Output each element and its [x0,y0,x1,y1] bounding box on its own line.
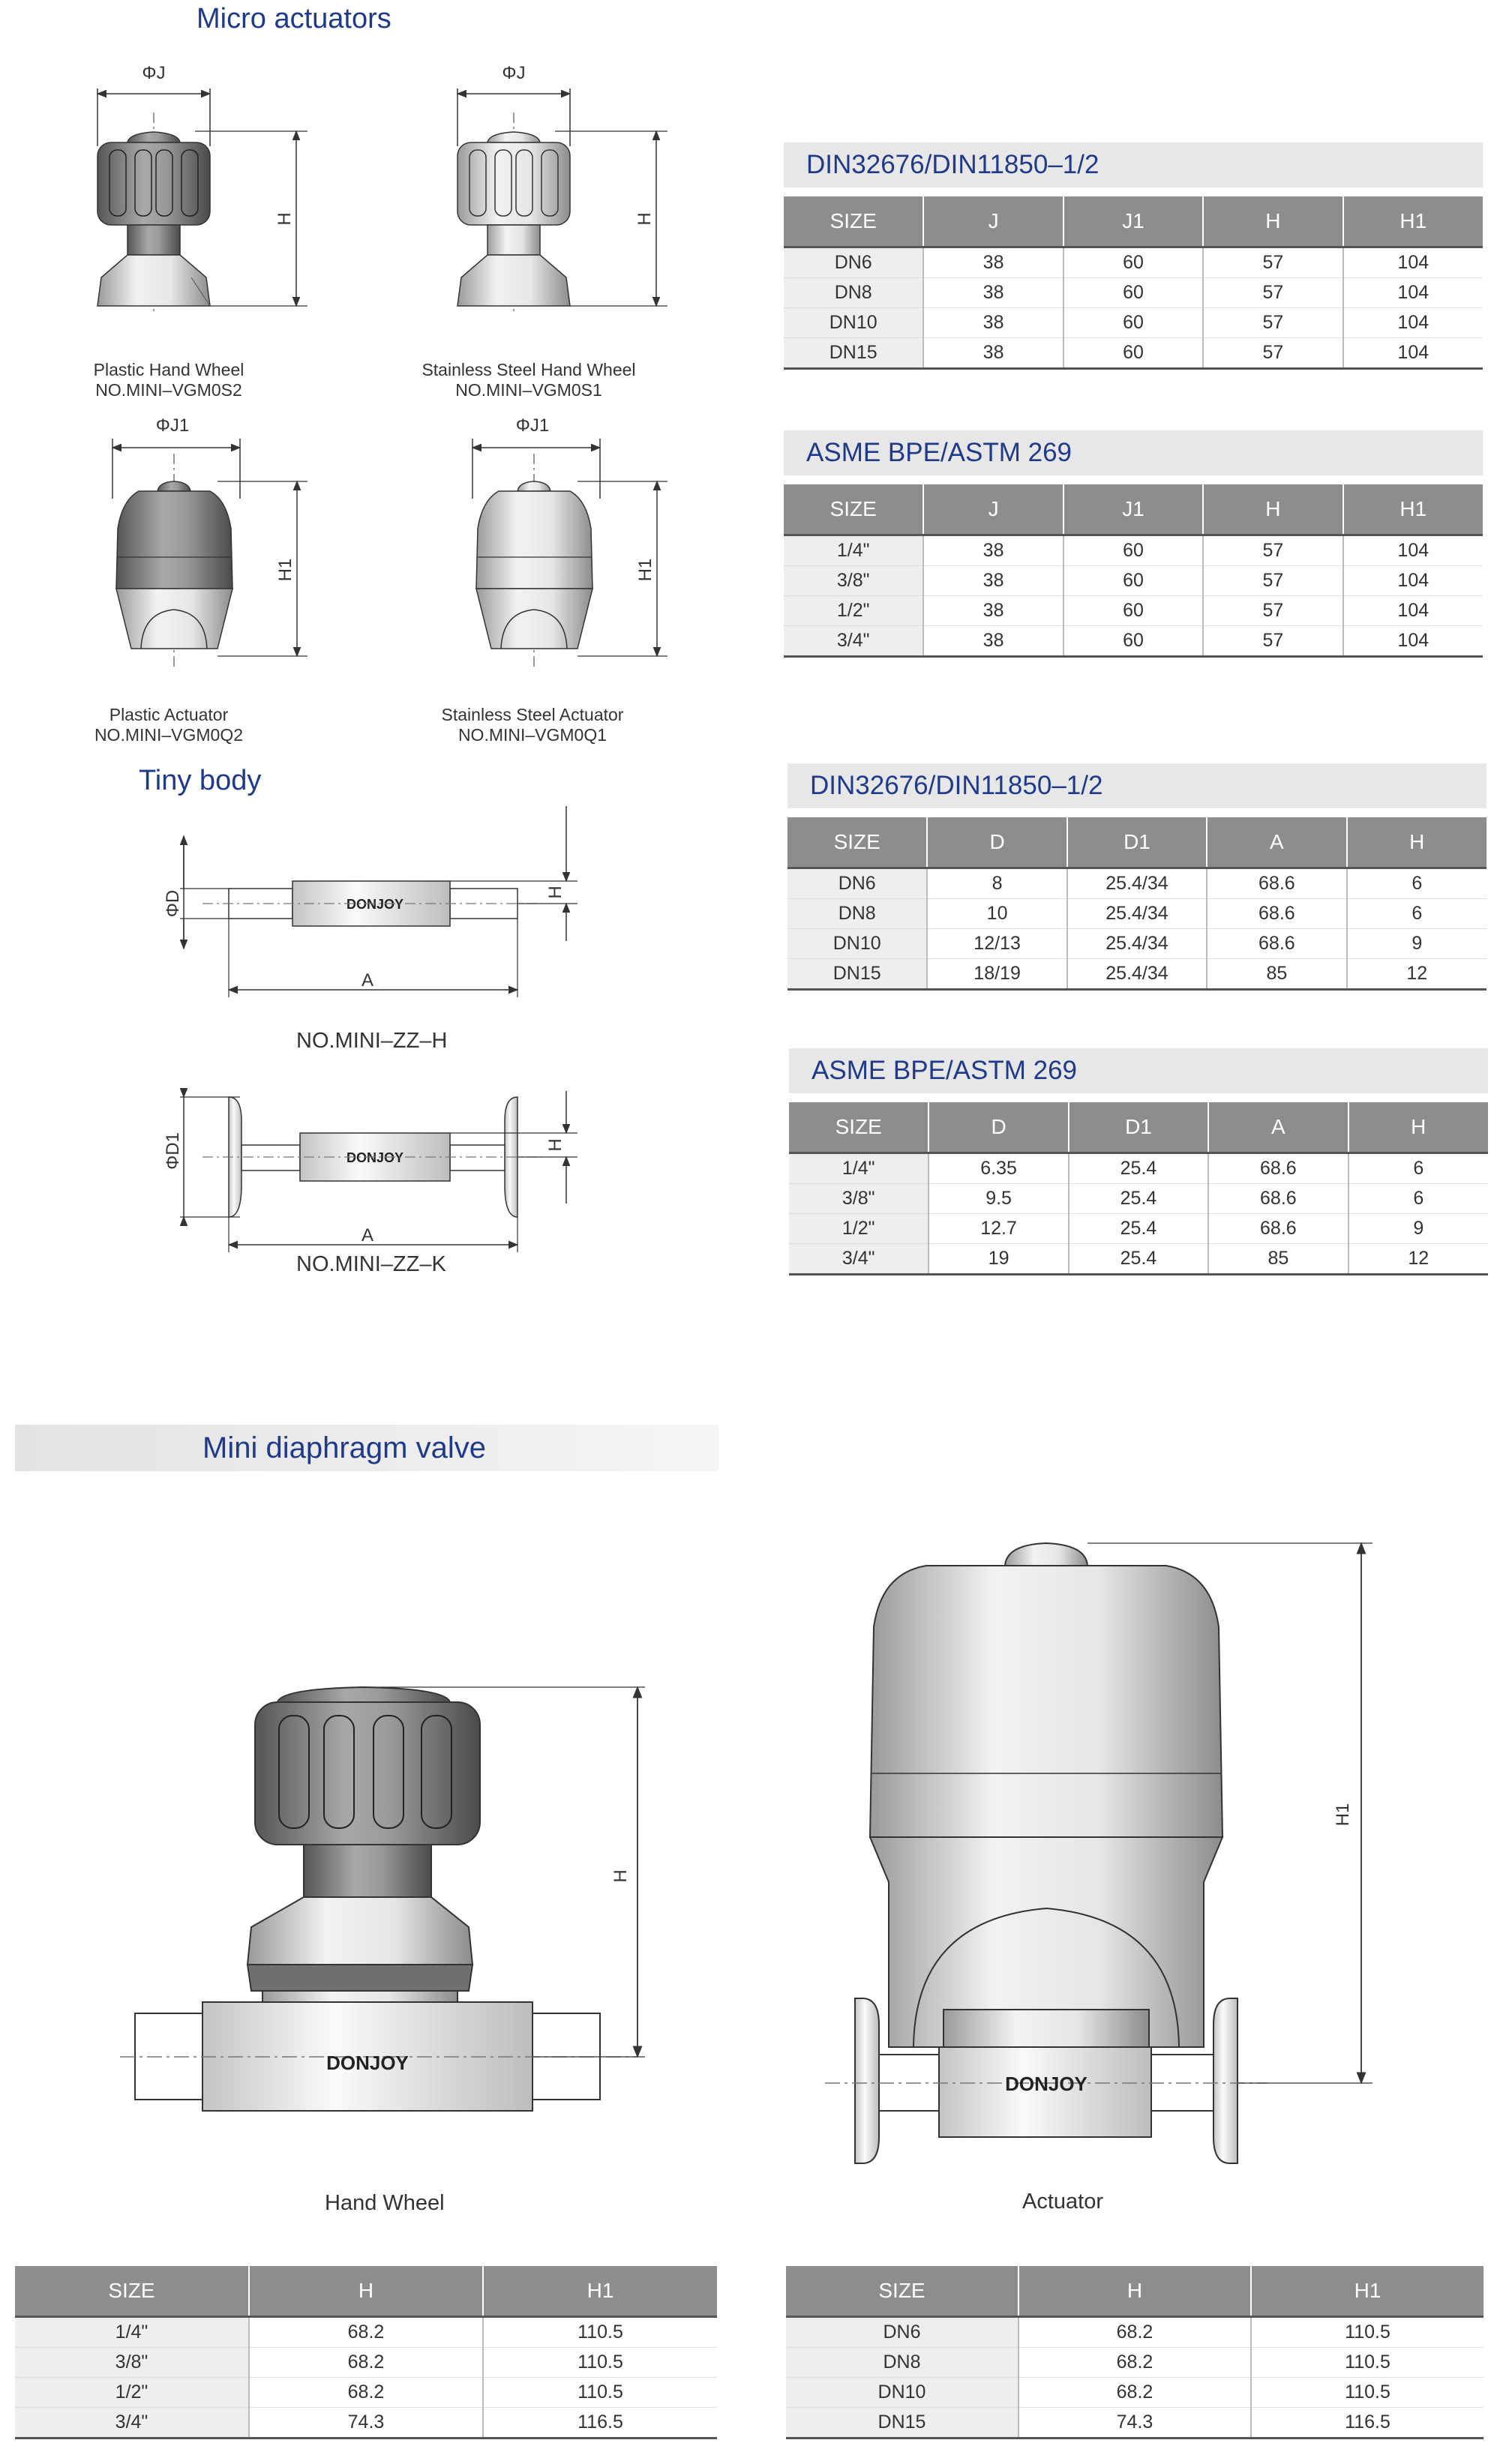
column-header: D [928,1102,1068,1153]
size-cell: 3/4" [784,626,923,657]
table-row [15,2348,717,2378]
dim-h-label: H [634,212,655,226]
value-cell: 25.4/34 [1067,899,1207,929]
value-cell: 104 [1343,247,1483,278]
value-cell: 9 [1348,1214,1488,1244]
value-cell: 68.2 [1018,2378,1251,2408]
value-cell: 74.3 [249,2408,483,2439]
table3-title: DIN32676/DIN11850–1/2 [788,763,1486,808]
table4-title: ASME BPE/ASTM 269 [789,1048,1488,1093]
value-cell: 104 [1343,626,1483,657]
dim-a-label: A [361,1225,374,1245]
value-cell: 110.5 [1251,2378,1484,2408]
column-header: A [1208,1102,1348,1153]
table-row [789,1244,1488,1275]
table-row [784,338,1483,369]
value-cell: 8 [927,868,1066,899]
column-header: SIZE [784,484,923,535]
value-cell: 6 [1348,1184,1488,1214]
size-cell: DN8 [788,899,927,929]
table5 [15,2266,717,2439]
size-cell: 1/2" [789,1214,928,1244]
dim-phi-j1-label: ΦJ1 [155,415,190,436]
column-header: SIZE [788,817,927,868]
stainless-actuator-caption: Stainless Steel Actuator NO.MINI–VGM0Q1 [441,705,624,745]
value-cell: 25.4/34 [1067,929,1207,959]
tiny-body-title: Tiny body [139,765,262,796]
column-header: SIZE [789,1102,928,1153]
table-row [789,1184,1488,1214]
value-cell: 38 [923,566,1063,596]
column-header: H1 [1343,196,1483,247]
value-cell: 57 [1203,596,1342,626]
value-cell: 12.7 [928,1214,1068,1244]
column-header: H [249,2266,483,2317]
column-header: H [1203,484,1342,535]
value-cell: 60 [1064,626,1203,657]
value-cell: 12 [1348,1244,1488,1275]
size-cell: DN10 [786,2378,1018,2408]
table-row [15,2317,717,2348]
hand-wheel-valve-drawing [120,1680,660,2160]
column-header: H [1348,1102,1488,1153]
table3 [788,817,1486,991]
value-cell: 68.2 [249,2348,483,2378]
size-cell: DN15 [784,338,923,369]
value-cell: 104 [1343,596,1483,626]
size-cell: 1/4" [789,1153,928,1184]
value-cell: 68.2 [1018,2348,1251,2378]
value-cell: 60 [1064,566,1203,596]
actuator-valve-drawing [818,1530,1402,2175]
value-cell: 57 [1203,308,1342,338]
column-header: J [923,196,1063,247]
value-cell: 68.6 [1208,1153,1348,1184]
column-header: H [1347,817,1486,868]
column-header: D [927,817,1066,868]
value-cell: 68.6 [1207,868,1346,899]
dim-h-label: H [610,1869,631,1883]
value-cell: 85 [1208,1244,1348,1275]
value-cell: 68.6 [1207,899,1346,929]
size-cell: 1/4" [784,535,923,566]
plastic-actuator-drawing [98,416,322,671]
value-cell: 25.4 [1069,1153,1208,1184]
value-cell: 38 [923,278,1063,308]
value-cell: 68.6 [1207,929,1346,959]
value-cell: 38 [923,535,1063,566]
table-row [784,626,1483,657]
stainless-hand-wheel-caption: Stainless Steel Hand Wheel NO.MINI–VGM0S1 [422,360,636,400]
table-row [784,535,1483,566]
value-cell: 18/19 [927,959,1066,990]
value-cell: 68.2 [1018,2317,1251,2348]
column-header: J [923,484,1063,535]
value-cell: 60 [1064,278,1203,308]
size-cell: 3/8" [789,1184,928,1214]
value-cell: 60 [1064,535,1203,566]
table-row [788,929,1486,959]
table6 [786,2266,1484,2439]
table2 [784,484,1483,658]
dim-phi-d-label: ΦD [163,889,183,918]
table2-title: ASME BPE/ASTM 269 [784,430,1483,475]
value-cell: 6.35 [928,1153,1068,1184]
value-cell: 60 [1064,338,1203,369]
size-cell: DN15 [788,959,927,990]
size-cell: DN6 [786,2317,1018,2348]
value-cell: 9.5 [928,1184,1068,1214]
mini-diaphragm-title: Mini diaphragm valve [15,1425,718,1471]
value-cell: 25.4 [1069,1184,1208,1214]
value-cell: 38 [923,338,1063,369]
brand-label: DONJOY [1005,2073,1088,2095]
plastic-hand-wheel-caption: Plastic Hand Wheel NO.MINI–VGM0S2 [93,360,244,400]
column-header: D1 [1067,817,1207,868]
table-row [788,868,1486,899]
dim-h-label: H [274,212,295,226]
column-header: SIZE [786,2266,1018,2317]
table-row [15,2408,717,2439]
value-cell: 68.2 [249,2378,483,2408]
column-header: A [1207,817,1346,868]
plastic-hand-wheel-drawing [75,52,330,330]
table-row [786,2378,1484,2408]
table-row [784,308,1483,338]
table-row [789,1214,1488,1244]
table-row [788,899,1486,929]
value-cell: 25.4/34 [1067,959,1207,990]
value-cell: 110.5 [483,2317,717,2348]
size-cell: 1/2" [784,596,923,626]
value-cell: 116.5 [1251,2408,1484,2439]
size-cell: 1/2" [15,2378,249,2408]
column-header: D1 [1069,1102,1208,1153]
value-cell: 85 [1207,959,1346,990]
value-cell: 6 [1347,868,1486,899]
value-cell: 25.4 [1069,1214,1208,1244]
column-header: H1 [483,2266,717,2317]
column-header: H1 [1343,484,1483,535]
actuator-caption: Actuator [1022,2190,1103,2214]
value-cell: 104 [1343,566,1483,596]
table-row [786,2317,1484,2348]
value-cell: 9 [1347,929,1486,959]
value-cell: 57 [1203,247,1342,278]
value-cell: 104 [1343,308,1483,338]
size-cell: DN15 [786,2408,1018,2439]
table1-title: DIN32676/DIN11850–1/2 [784,142,1483,187]
table-row [786,2408,1484,2439]
size-cell: 3/4" [789,1244,928,1275]
size-cell: 3/4" [15,2408,249,2439]
dim-h1-label: H1 [635,558,656,582]
column-header: H [1018,2266,1251,2317]
table-row [786,2348,1484,2378]
value-cell: 57 [1203,338,1342,369]
value-cell: 12/13 [927,929,1066,959]
dim-h-label: H [545,886,566,899]
value-cell: 19 [928,1244,1068,1275]
tiny-body-k-caption: NO.MINI–ZZ–K [296,1252,446,1276]
column-header: H [1203,196,1342,247]
value-cell: 38 [923,596,1063,626]
value-cell: 110.5 [1251,2348,1484,2378]
value-cell: 110.5 [483,2348,717,2378]
size-cell: DN10 [784,308,923,338]
dim-a-label: A [361,970,374,991]
dim-phi-j-label: ΦJ [142,63,166,83]
value-cell: 104 [1343,535,1483,566]
dim-phi-j-label: ΦJ [502,63,526,83]
stainless-hand-wheel-drawing [435,52,690,330]
size-cell: DN8 [784,278,923,308]
micro-actuators-title: Micro actuators [196,3,392,34]
column-header: J1 [1064,196,1203,247]
value-cell: 57 [1203,278,1342,308]
value-cell: 110.5 [1251,2317,1484,2348]
table-row [784,566,1483,596]
brand-label: DONJOY [346,1150,404,1165]
size-cell: DN6 [788,868,927,899]
dim-h-label: H [545,1138,566,1152]
tiny-body-h-caption: NO.MINI–ZZ–H [296,1029,448,1053]
table-row [784,278,1483,308]
value-cell: 10 [927,899,1066,929]
table-row [789,1153,1488,1184]
value-cell: 68.6 [1208,1184,1348,1214]
column-header: J1 [1064,484,1203,535]
dim-h1-label: H1 [275,558,296,582]
size-cell: DN8 [786,2348,1018,2378]
tiny-body-k-drawing [158,1091,592,1263]
table-row [784,247,1483,278]
value-cell: 25.4 [1069,1244,1208,1275]
table-row [788,959,1486,990]
value-cell: 68.6 [1208,1214,1348,1244]
value-cell: 116.5 [483,2408,717,2439]
value-cell: 60 [1064,308,1203,338]
value-cell: 74.3 [1018,2408,1251,2439]
size-cell: 3/8" [784,566,923,596]
column-header: SIZE [784,196,923,247]
value-cell: 25.4/34 [1067,868,1207,899]
plastic-actuator-caption: Plastic Actuator NO.MINI–VGM0Q2 [94,705,244,745]
hand-wheel-caption: Hand Wheel [325,2191,445,2215]
value-cell: 104 [1343,278,1483,308]
value-cell: 57 [1203,566,1342,596]
value-cell: 6 [1347,899,1486,929]
value-cell: 60 [1064,247,1203,278]
table4 [789,1102,1488,1275]
value-cell: 38 [923,626,1063,657]
size-cell: 1/4" [15,2317,249,2348]
table-row [784,596,1483,626]
dim-phi-j1-label: ΦJ1 [515,415,550,436]
tiny-body-h-drawing [158,806,592,1009]
value-cell: 12 [1347,959,1486,990]
brand-label: DONJOY [326,2052,409,2074]
value-cell: 6 [1348,1153,1488,1184]
table1 [784,196,1483,370]
stainless-actuator-drawing [458,416,682,671]
value-cell: 38 [923,247,1063,278]
table-row [15,2378,717,2408]
brand-label: DONJOY [346,897,404,912]
size-cell: 3/8" [15,2348,249,2378]
column-header: SIZE [15,2266,249,2317]
value-cell: 110.5 [483,2378,717,2408]
value-cell: 68.2 [249,2317,483,2348]
size-cell: DN10 [788,929,927,959]
value-cell: 60 [1064,596,1203,626]
value-cell: 104 [1343,338,1483,369]
value-cell: 38 [923,308,1063,338]
dim-h1-label: H1 [1333,1803,1353,1827]
value-cell: 57 [1203,535,1342,566]
column-header: H1 [1251,2266,1484,2317]
dim-phi-d1-label: ΦD1 [163,1132,183,1170]
value-cell: 57 [1203,626,1342,657]
size-cell: DN6 [784,247,923,278]
